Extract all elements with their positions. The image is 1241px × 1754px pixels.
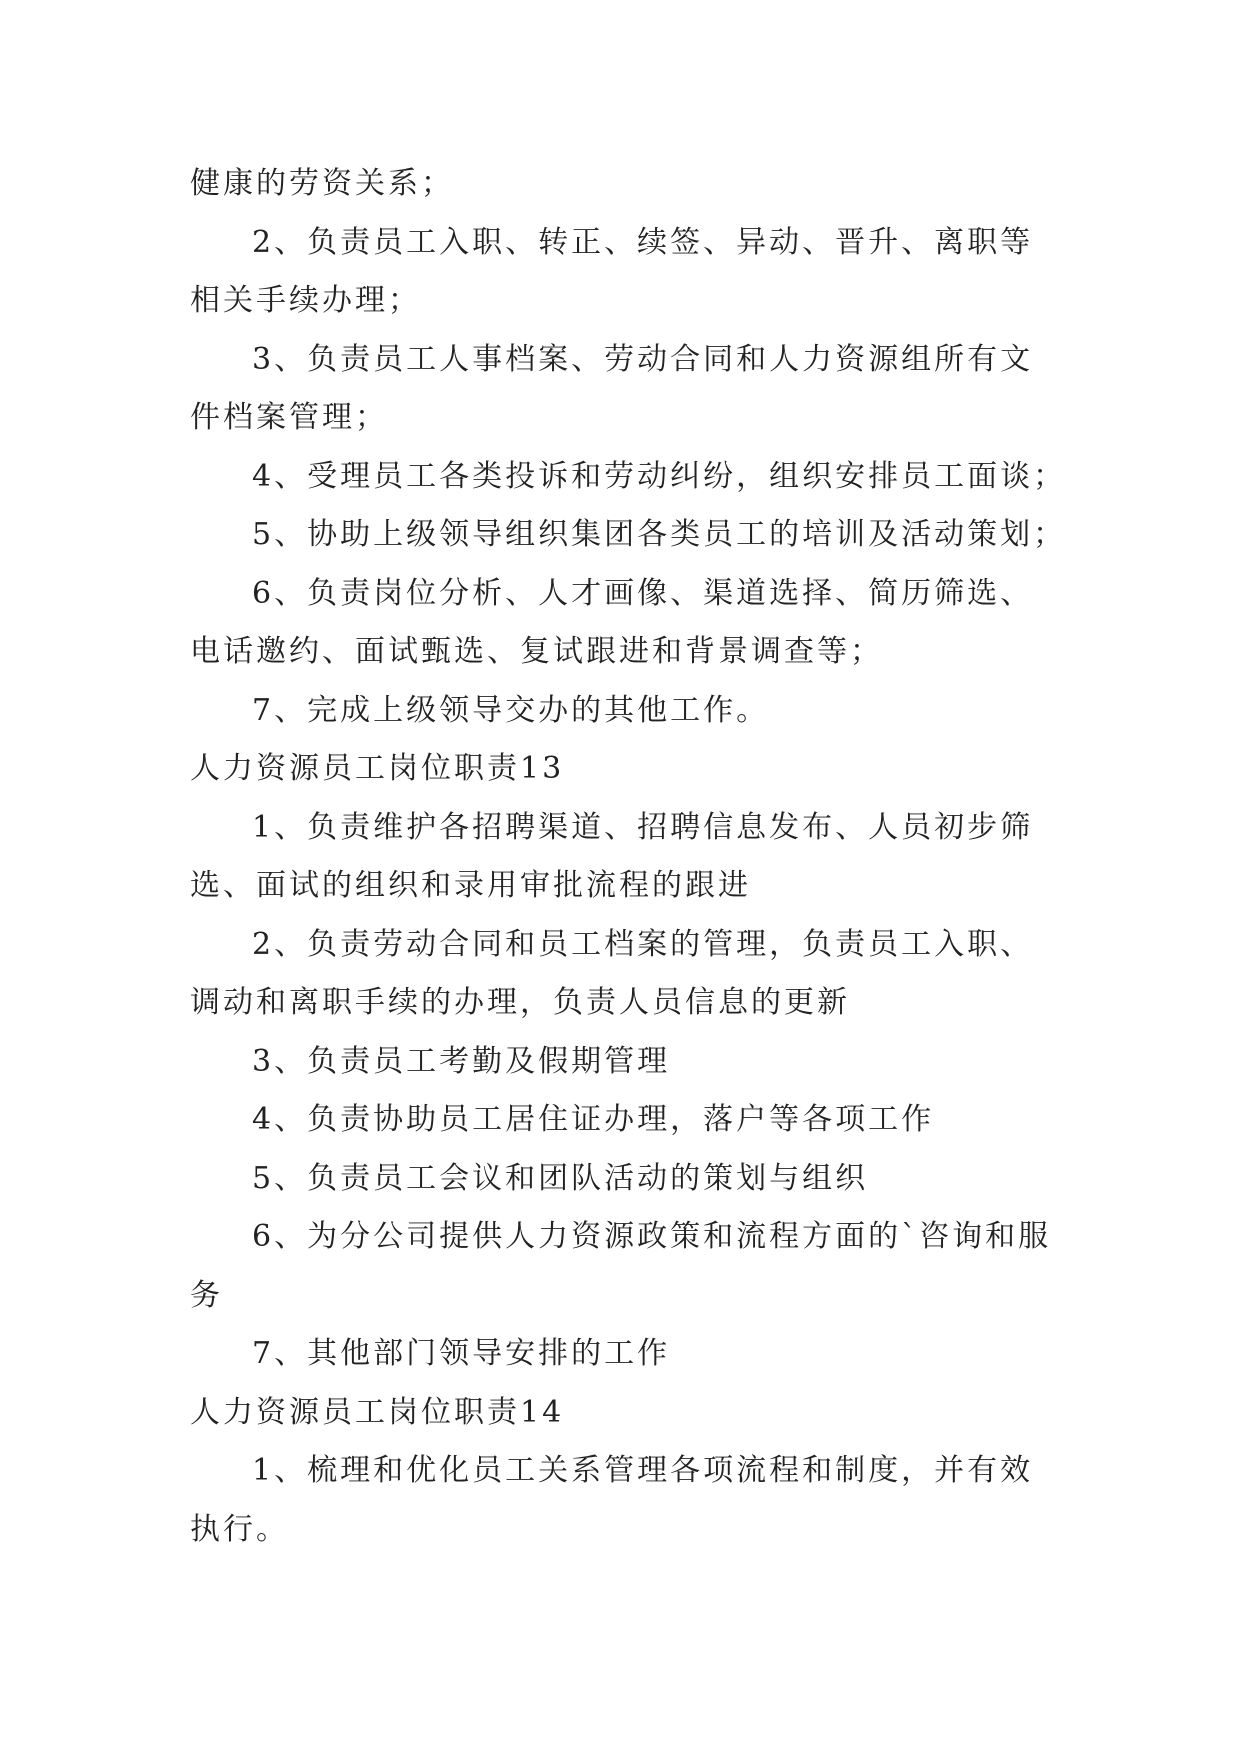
list-item: 6、负责岗位分析、人才画像、渠道选择、简历筛选、 — [252, 575, 1034, 611]
list-item: 5、负责员工会议和团队活动的策划与组织 — [252, 1160, 869, 1196]
section-heading: 人力资源员工岗位职责14 — [190, 1394, 565, 1430]
section-heading: 人力资源员工岗位职责13 — [190, 751, 565, 786]
list-item: 7、完成上级领导交办的其他工作。 — [252, 692, 770, 728]
text-line: 相关手续办理； — [190, 283, 421, 318]
text-line: 健康的劳资关系； — [190, 166, 454, 201]
list-item: 5、协助上级领导组织集团各类员工的培训及活动策划； — [252, 517, 1067, 552]
list-item: 2、负责劳动合同和员工档案的管理，负责员工入职、 — [252, 926, 1034, 962]
list-item: 3、负责员工考勤及假期管理 — [252, 1043, 671, 1079]
list-item: 7、其他部门领导安排的工作 — [252, 1336, 671, 1371]
text-line: 电话邀约、面试甄选、复试跟进和背景调查等； — [190, 634, 883, 669]
list-item: 6、为分公司提供人力资源政策和流程方面的`咨询和服 — [252, 1219, 1052, 1254]
list-item: 4、负责协助员工居住证办理，落户等各项工作 — [252, 1102, 935, 1137]
text-line: 执行。 — [190, 1511, 289, 1547]
list-item: 4、受理员工各类投诉和劳动纠纷，组织安排员工面谈； — [252, 458, 1067, 494]
list-item: 3、负责员工人事档案、劳动合同和人力资源组所有文 — [252, 341, 1034, 377]
list-item: 2、负责员工入职、转正、续签、异动、晋升、离职等 — [252, 224, 1034, 260]
list-item: 1、梳理和优化员工关系管理各项流程和制度，并有效 — [252, 1453, 1034, 1488]
text-line: 件档案管理； — [190, 400, 388, 435]
text-line: 务 — [190, 1277, 223, 1313]
text-line: 调动和离职手续的办理，负责人员信息的更新 — [190, 985, 850, 1020]
text-line: 选、面试的组织和录用审批流程的跟进 — [190, 868, 751, 903]
list-item: 1、负责维护各招聘渠道、招聘信息发布、人员初步筛 — [252, 809, 1034, 845]
document-body — [190, 155, 1067, 1559]
